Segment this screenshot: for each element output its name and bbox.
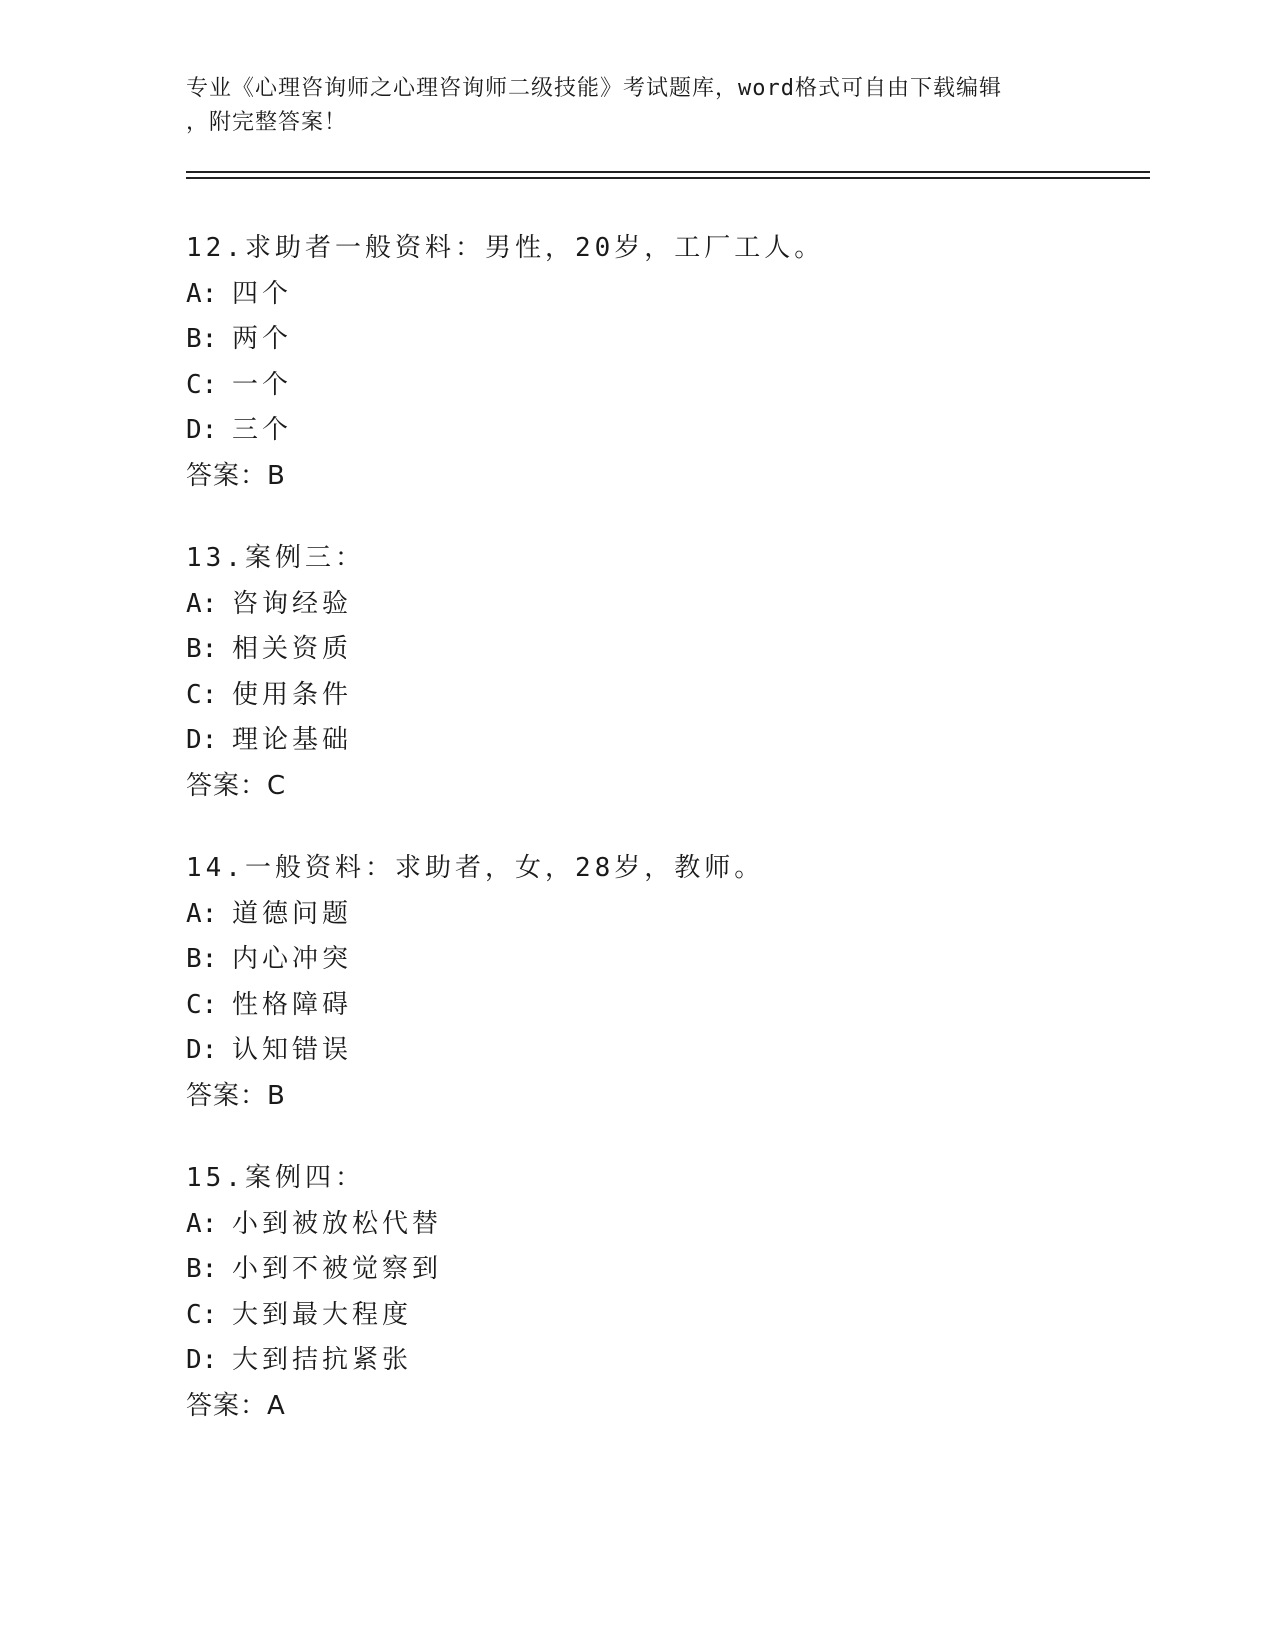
option-letter: B: — [186, 634, 218, 664]
answer-value: C — [267, 770, 287, 801]
option-text: 性格障碍 — [232, 989, 353, 1020]
option-text: 三个 — [232, 415, 293, 445]
answer-value: B — [267, 1080, 286, 1111]
option-letter: A: — [186, 588, 218, 619]
option-letter: C: — [186, 679, 218, 710]
option-c — [186, 363, 824, 409]
answer-line — [186, 1384, 442, 1430]
option-text: 四个 — [232, 278, 293, 309]
answer-label: 答案： — [186, 460, 268, 491]
option-b — [186, 317, 824, 363]
option-letter: D: — [186, 1345, 218, 1375]
option-d — [186, 408, 824, 454]
option-letter: A: — [186, 278, 218, 309]
question-15 — [186, 1156, 442, 1429]
option-d — [186, 718, 365, 764]
question-13 — [186, 536, 365, 809]
option-b — [186, 627, 365, 673]
option-letter: D: — [186, 1035, 218, 1065]
option-letter: C: — [186, 1299, 218, 1330]
question-title: 12.求助者一般资料：男性，20岁，工厂工人。 — [186, 233, 825, 263]
option-text: 两个 — [232, 324, 293, 354]
option-text: 认知错误 — [232, 1035, 353, 1065]
option-text: 大到最大程度 — [232, 1299, 413, 1330]
answer-value: B — [267, 460, 286, 491]
option-text: 使用条件 — [232, 679, 353, 710]
option-letter: B: — [186, 944, 218, 974]
header-divider-bottom — [186, 177, 1150, 179]
answer-label: 答案： — [186, 770, 268, 801]
option-letter: B: — [186, 324, 218, 354]
option-letter: C: — [186, 369, 218, 400]
document-header — [186, 72, 1086, 140]
option-c — [186, 1293, 442, 1339]
option-d — [186, 1028, 764, 1074]
option-letter: C: — [186, 989, 218, 1020]
option-text: 道德问题 — [232, 898, 353, 929]
answer-label: 答案： — [186, 1080, 268, 1111]
option-c — [186, 983, 764, 1029]
question-title: 15.案例四： — [186, 1163, 365, 1193]
option-a — [186, 892, 764, 938]
option-text: 一个 — [232, 369, 293, 400]
option-letter: D: — [186, 415, 218, 445]
option-text: 相关资质 — [232, 634, 353, 664]
header-line-2: ，附完整答案！ — [186, 110, 348, 135]
question-title: 13.案例三： — [186, 543, 365, 573]
answer-line — [186, 454, 824, 500]
option-a — [186, 582, 365, 628]
option-text: 小到不被觉察到 — [232, 1254, 443, 1284]
option-text: 大到拮抗紧张 — [232, 1345, 413, 1375]
option-letter: A: — [186, 898, 218, 929]
option-d — [186, 1338, 442, 1384]
option-text: 小到被放松代替 — [232, 1208, 443, 1239]
question-title: 14.一般资料：求助者，女，28岁，教师。 — [186, 853, 765, 883]
option-a — [186, 1202, 442, 1248]
option-b — [186, 1247, 442, 1293]
option-a — [186, 272, 824, 318]
header-line-1: 专业《心理咨询师之心理咨询师二级技能》考试题库，word格式可自由下载编辑 — [186, 76, 1002, 101]
option-text: 理论基础 — [232, 725, 353, 755]
header-divider-top — [186, 171, 1150, 173]
answer-label: 答案： — [186, 1390, 268, 1421]
answer-value: A — [267, 1390, 286, 1421]
question-14 — [186, 846, 764, 1119]
question-12 — [186, 226, 824, 499]
option-text: 咨询经验 — [232, 588, 353, 619]
option-letter: A: — [186, 1208, 218, 1239]
answer-line — [186, 764, 365, 810]
answer-line — [186, 1074, 764, 1120]
option-text: 内心冲突 — [232, 944, 353, 974]
option-c — [186, 673, 365, 719]
option-b — [186, 937, 764, 983]
option-letter: B: — [186, 1254, 218, 1284]
option-letter: D: — [186, 725, 218, 755]
